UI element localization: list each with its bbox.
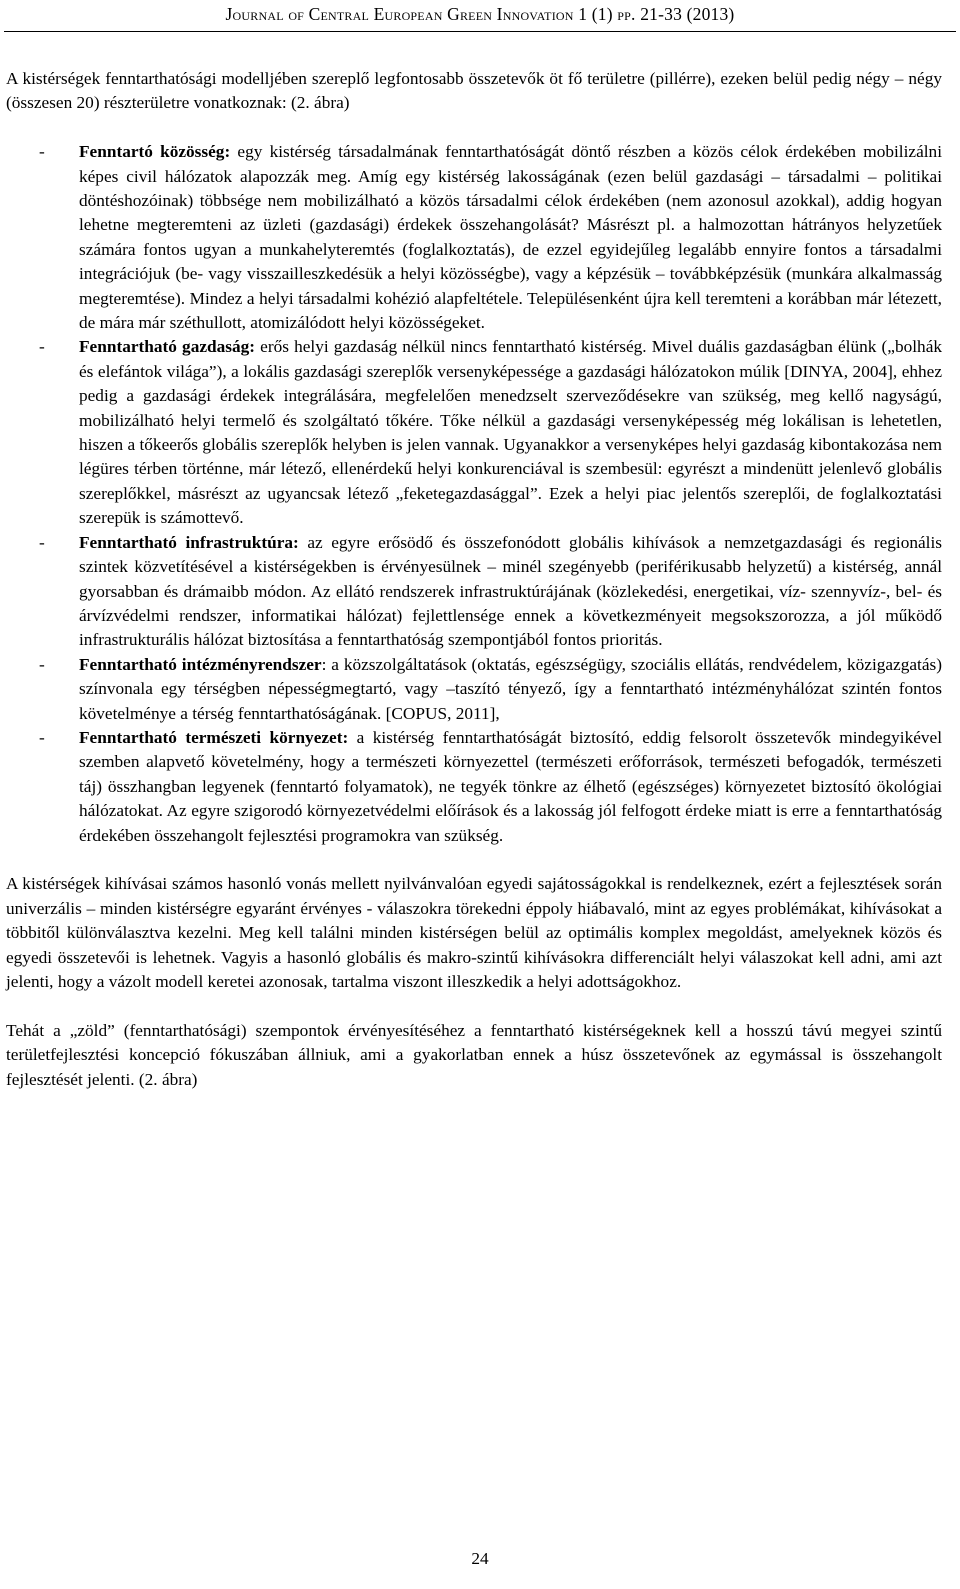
body-paragraph: A kistérségek kihívásai számos hasonló vonás mellett nyilvánvalóan egyedi sajátosságokkal is rendelkeznek, ezért a fejlesztések során univerzális – minden kistérségre egyaránt érvényes - válaszokra törekedni éppoly hiábavaló, mint az egyes problémákat, kihívásokat a többitől különválasztva kezelni. Meg kell találni minden kistérségen belül az optimális komplex megoldást, amelyeknek közös és egyedi összetevői is lehetnek. Vagyis a hasonló globális és makro-szintű kihívásokra differenciált helyi válaszokat kell adni, ami azt jelenti, hogy a vázolt modell keretei azonosak, tartalma viszont illeszkedik a helyi adottságokhoz.: [6, 874, 942, 991]
pillar-title: Fenntartható intézményrendszer: [79, 654, 322, 674]
pillar-text: erős helyi gazdaság nélkül nincs fenntartható kistérség. Mivel duális gazdaságban élünk („bolhák és elefántok világa”), a lokális gazdasági szereplők versenyképessége a gazdasági hálózatokon múlik [DINYA, 2004], ehhez pedig a gazdasági érdekek integrálására, megfelelően menedzselt szerveződésekre van szükség, meg kellő nagyságú, mobilizálható helyi termelő és szolgáltató tőkére. Tőke nélkül a gazdasági versenyképesség még lokálisan is lehetetlen, hiszen a tőkeerős globális szereplők helyben is jelen vannak. Ugyanakkor a versenyképes helyi gazdaság kibontakozása nem légüres térben történne, már létező, ellenérdekű helyi konkurenciával is szembesül: egyrészt a mindenütt jelenlevő globális szereplőkkel, másrészt az ugyancsak létező „feketegazdasággal”. Ezek a helyi piac jelentős szereplői, de foglalkoztatási szerepük is számottevő.: [79, 337, 942, 528]
pillar-title: Fenntartó közösség:: [79, 142, 231, 162]
pillar-text: a kistérség fenntarthatóságát biztosító, eddig felsorolt összetevők mindegyikével szemben alapvető követelmény, hogy a természeti környezettel (természeti erőforrások, természeti befogadók, természeti táj) összhangban legyenek (fenntartó folyamatok), ne tegyék tönkre az élhető (egészséges) környezetet biztosító ökológiai hálózatokat. Az egyre szigorodó környezetvédelmi előírások és a lakosság jól felfogott érdeke miatt is erre a fenntarthatóság érdekében összehangolt fejlesztési programokra van szükség.: [79, 727, 942, 845]
body-paragraph: Tehát a „zöld” (fenntarthatósági) szempontok érvényesítéséhez a fenntartható kistérségeknek kell a hosszú távú megyei szintű területfejlesztési koncepció fókuszában állniuk, ami a gyakorlatban ennek a húsz összetevőnek az egymással is összehangolt fejlesztését jelenti. (2. ábra): [6, 1020, 942, 1089]
pillar-item: [6, 140, 942, 335]
paragraph-gap: [6, 848, 942, 872]
pillar-title: Fenntartható gazdaság:: [79, 337, 256, 357]
page-number: 24: [471, 1549, 489, 1568]
pillar-item: [6, 335, 942, 530]
pillar-title: Fenntartható infrastruktúra:: [79, 532, 299, 552]
paragraph-gap: [6, 994, 942, 1018]
pillar-item: [6, 531, 942, 653]
list-dash: -: [39, 337, 45, 357]
pillar-text: egy kistérség társadalmának fenntarthatóságát döntő részben a közös célok érdekében mobilizálni képes civil hálózatok alapozzák meg. Amíg egy kistérség lakosságának (ezen belül gazdasági – társadalmi – politikai döntéshozóinak) többsége nem mobilizálható a közös társadalmi célok érdekében (nem azonosul azokkal), addig hogyan lehetne megteremteni az üzleti (gazdasági) érdekek összehangolását? Másrészt pl. a halmozottan hátrányos helyzetűek számára fontos ugyan a munkahelyteremtés (foglalkoztatás), de ezzel egyidejűleg legalább ennyire fontos a társadalmi integrációjuk (be- vagy visszailleszkedésük a helyi közösségbe), vagy a képzésük – továbbképzésük (munkára alkalmasság megteremtése). Mindez a helyi társadalmi kohézió alapfeltétele. Településenként újra kell teremteni a korábban már létezett, de mára már széthullott, atomizálódott helyi közösségeket.: [79, 142, 942, 333]
list-dash: -: [39, 142, 45, 162]
intro-paragraph: A kistérségek fenntarthatósági modelljében szereplő legfontosabb összetevők öt fő területre (pillérre), ezeken belül pedig négy – négy (összesen 20) részterületre vonatkoznak: (2. ábra): [6, 69, 942, 113]
journal-header: Journal of Central European Green Innovation 1 (1) pp. 21-33 (2013): [225, 4, 735, 24]
paragraph-gap: [6, 116, 942, 140]
pillar-text: : a közszolgáltatások (oktatás, egészségügy, szociális ellátás, rendvédelem, közigazgatás) színvonala egy térségben népességmegtartó, vagy –taszító tényező, így a fenntartható intézményhálózat szintén fontos követelménye a térség fenntarthatóságának. [COPUS, 2011],: [79, 654, 942, 723]
pillar-item: [6, 653, 942, 726]
header-rule: [4, 31, 956, 32]
list-dash: -: [39, 727, 45, 747]
pillar-text: az egyre erősödő és összefonódott globális kihívások a nemzetgazdasági és regionális szintek közvetítésével a kistérségekben is érvényesülnek – minél szegényebb (periférikusabb helyzetű) a kistérség, annál gyorsabban és drámaibb módon. Az ellátó rendszerek infrastruktúrájának (közlekedési, energetikai, víz- szennyvíz-, bel- és árvízvédelmi rendszer, informatikai hálózat) fejlettlensége ennek a következményeit megsokszorozza, a jól működő infrastrukturális hálózat biztosítása a fenntarthatóság szempontjából fontos prioritás.: [79, 532, 942, 650]
list-dash: -: [39, 654, 45, 674]
pillar-title: Fenntartható természeti környezet:: [79, 727, 349, 747]
pillar-item: [6, 726, 942, 848]
list-dash: -: [39, 532, 45, 552]
pillar-list: [6, 140, 942, 848]
main-content: [6, 67, 942, 1092]
